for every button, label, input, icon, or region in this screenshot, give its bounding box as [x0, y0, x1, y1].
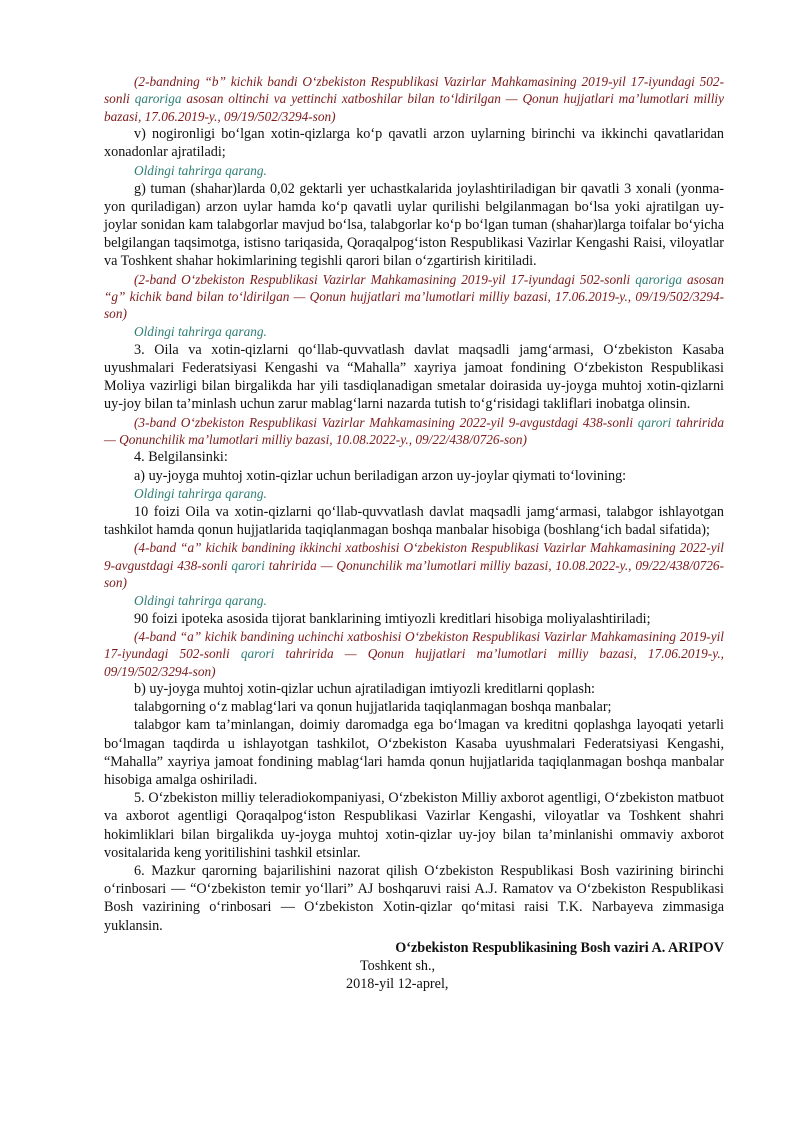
amendment-note-5: [104, 628, 724, 680]
note-text: tahrirga qarang.: [174, 323, 267, 339]
previous-edition-note-2: [104, 323, 724, 341]
paragraph-4: 4. Belgilansinki:: [134, 449, 228, 466]
previous-edition-note-1: [104, 162, 724, 180]
paragraph-4b-1: talabgorning o‘z mablag‘lari va qonun hujjatlarida taqiqlanmagan boshqa manbalar;: [134, 699, 612, 716]
paragraph-10-percent: 10 foizi Oila va xotin-qizlarni qo‘llab-quvvatlash davlat maqsadli jamg‘armasi, talabgor ishlayotgan tashkilot hamda qonun hujjatlarida taqiqlanmagan boshqa manbalar hisobiga (boshlang‘ich badal sifatida);: [104, 503, 724, 539]
note-text: tahrirga qarang.: [174, 162, 267, 178]
previous-edition-note-3: [104, 485, 724, 503]
signature-block: [104, 939, 724, 994]
paragraph-4a: a) uy-joyga muhtoj xotin-qizlar uchun beriladigan arzon uy-joylar qiymati to‘lovining:: [134, 467, 627, 484]
amendment-note-3: [104, 414, 724, 449]
paragraph-5: 5. O‘zbekiston milliy teleradiokompaniyasi, O‘zbekiston Milliy axborot agentligi, O‘zbekiston matbuot va axborot agentligi Qoraqalpog‘iston Respublikasi Vazirlar Kengashi, viloyatlar va Toshkent shahri hokimliklari bilan birgalikda uy-joyga muhtoj xotin-qizlar uy-joy bilan ta’minlanishi ommaviy axborot vositalarida keng yoritilishini tashkil etsinlar.: [104, 790, 724, 861]
decree-link[interactable]: qaroriga: [134, 91, 182, 107]
note-text: tahrirga qarang.: [174, 485, 267, 501]
paragraph-g: g) tuman (shahar)larda 0,02 gektarli yer uchastkalarida joylashtiriladigan bir qavatli 3 xonali (yonma-yon quriladigan) arzon uylar hamda ko‘p qavatli uylar qurilishi belgilanmagan bo‘lsa yoki ajratilgan uy-joylar sonidan kam talabgorlar mavjud bo‘lsa, talabgorlar ko‘p bo‘lgan tuman (shahar)larga toifalar bo‘yicha belgilangan taqsimotga, istisno tariqasida, Qoraqalpog‘iston Respublikasi Vazirlar Kengashi Raisi, viloyatlar va Toshkent shahar hokimlarining tegishli qarori bilan o‘zgartirish kiritiladi.: [104, 180, 724, 270]
paragraph-90-percent: 90 foizi ipoteka asosida tijorat banklarining imtiyozli kreditlari hisobiga moliyalashtiriladi;: [134, 610, 651, 627]
note-text: tahrirga qarang.: [174, 592, 267, 608]
amendment-note-4: [104, 539, 724, 591]
amendment-note-2: [104, 271, 724, 323]
signing-date: 2018-yil 12-aprel,: [346, 976, 449, 993]
amendment-note-1: [104, 73, 724, 125]
paragraph-4b: b) uy-joyga muhtoj xotin-qizlar uchun ajratiladigan imtiyozli kreditlarni qoplash:: [134, 680, 595, 697]
note-text: tahririda — Qonunchilik ma’lumotlari milliy bazasi, 10.08.2022-y., 09/22/438/0726-son): [104, 414, 724, 448]
signatory-title: O‘zbekiston Respublikasining Bosh vaziri A. ARIPOV: [395, 939, 724, 956]
note-text: asosan “g” kichik band bilan to‘ldirilgan — Qonun hujjatlari ma’lumotlari milliy bazasi, 17.06.2019-y., 09/19/502/3294-son): [104, 271, 724, 322]
note-text: (3-band O‘zbekiston Respublikasi Vazirlar Mahkamasining 2022-yil 9-avgustdagi 438-sonli: [134, 414, 638, 430]
previous-edition-link[interactable]: Oldingi: [134, 485, 175, 501]
note-text: (4-band “a” kichik bandining ikkinchi xatboshisi O‘zbekiston Respublikasi Vazirlar Mahkamasining 2022-yil 9-avgustdagi 438-sonli: [104, 540, 724, 573]
previous-edition-link[interactable]: Oldingi: [134, 162, 175, 178]
decree-link[interactable]: qarori: [240, 646, 275, 662]
note-text: asosan oltinchi va yettinchi xatboshilar bilan to‘ldirilgan — Qonun hujjatlari ma’lumotlari milliy bazasi, 17.06.2019-y., 09/19/502/3294-son): [104, 91, 725, 124]
previous-edition-note-4: [104, 592, 724, 610]
note-text: (2-band O‘zbekiston Respublikasi Vazirlar Mahkamasining 2019-yil 17-iyundagi 502-sonli: [134, 271, 636, 287]
note-text: (4-band “a” kichik bandining uchinchi xatboshisi O‘zbekiston Respublikasi Vazirlar Mahkamasining 2019-yil 17-iyundagi 502-sonli: [104, 628, 724, 662]
previous-edition-link[interactable]: Oldingi: [134, 323, 175, 339]
previous-edition-link[interactable]: Oldingi: [134, 592, 175, 608]
decree-link[interactable]: qarori: [637, 414, 672, 430]
paragraph-v: v) nogironligi bo‘lgan xotin-qizlarga ko‘p qavatli arzon uylarning birinchi va ikkinchi qavatlaridan xonadonlar ajratiladi;: [104, 126, 724, 161]
note-text: (2-bandning “b” kichik bandi O‘zbekiston Respublikasi Vazirlar Mahkamasining 2019-yil 17-iyundagi 502-sonli: [104, 74, 724, 107]
paragraph-6: 6. Mazkur qarorning bajarilishini nazorat qilish O‘zbekiston Respublikasi Bosh vazirining birinchi o‘rinbosari — “O‘zbekiston temir yo‘llari” AJ boshqaruvi raisi A.J. Ramatov va O‘zbekiston Respublikasi Bosh vazirining o‘rinbosari — O‘zbekiston Xotin-qizlar qo‘mitasi raisi T.K. Narbayeva zimmasiga yuklansin.: [104, 862, 724, 934]
signing-place: Toshkent sh.,: [360, 957, 436, 974]
document-page: [104, 73, 724, 993]
decree-link[interactable]: qarori: [231, 557, 265, 573]
note-text: tahririda — Qonun hujjatlari ma’lumotlari milliy bazasi, 17.06.2019-y., 09/19/502/3294-son): [104, 646, 725, 679]
paragraph-4b-2: talabgor kam ta’minlangan, doimiy daromadga ega bo‘lmagan va kreditni qoplashga layoqati yetarli bo‘lmagan taqdirda u ishlayotgan tashkilot, O‘zbekiston Kasaba uyushmalari Federatsiyasi Kengashi, “Mahalla” xayriya jamoat fondining mablag‘lari hamda qonun hujjatlarida taqiqlanmagan boshqa manbalar hisobiga amalga oshiriladi.: [104, 717, 724, 788]
note-text: tahririda — Qonunchilik ma’lumotlari milliy bazasi, 10.08.2022-y., 09/22/438/0726-son): [104, 557, 724, 591]
decree-link[interactable]: qaroriga: [635, 271, 682, 287]
paragraph-3: 3. Oila va xotin-qizlarni qo‘llab-quvvatlash davlat maqsadli jamg‘armasi, O‘zbekiston Kasaba uyushmalari Federatsiyasi Kengashi va “Mahalla” xayriya jamoat fondining O‘zbekiston Respublikasi Moliya vazirligi bilan birgalikda har yili tasdiqlanadigan smetalar doirasida uy-joyga muhtoj xotin-qizlarni uy-joy bilan ta’minlash uchun zarur mablag‘larni nazarda tutish to‘g‘risidagi takliflari inobatga olinsin.: [104, 341, 724, 413]
